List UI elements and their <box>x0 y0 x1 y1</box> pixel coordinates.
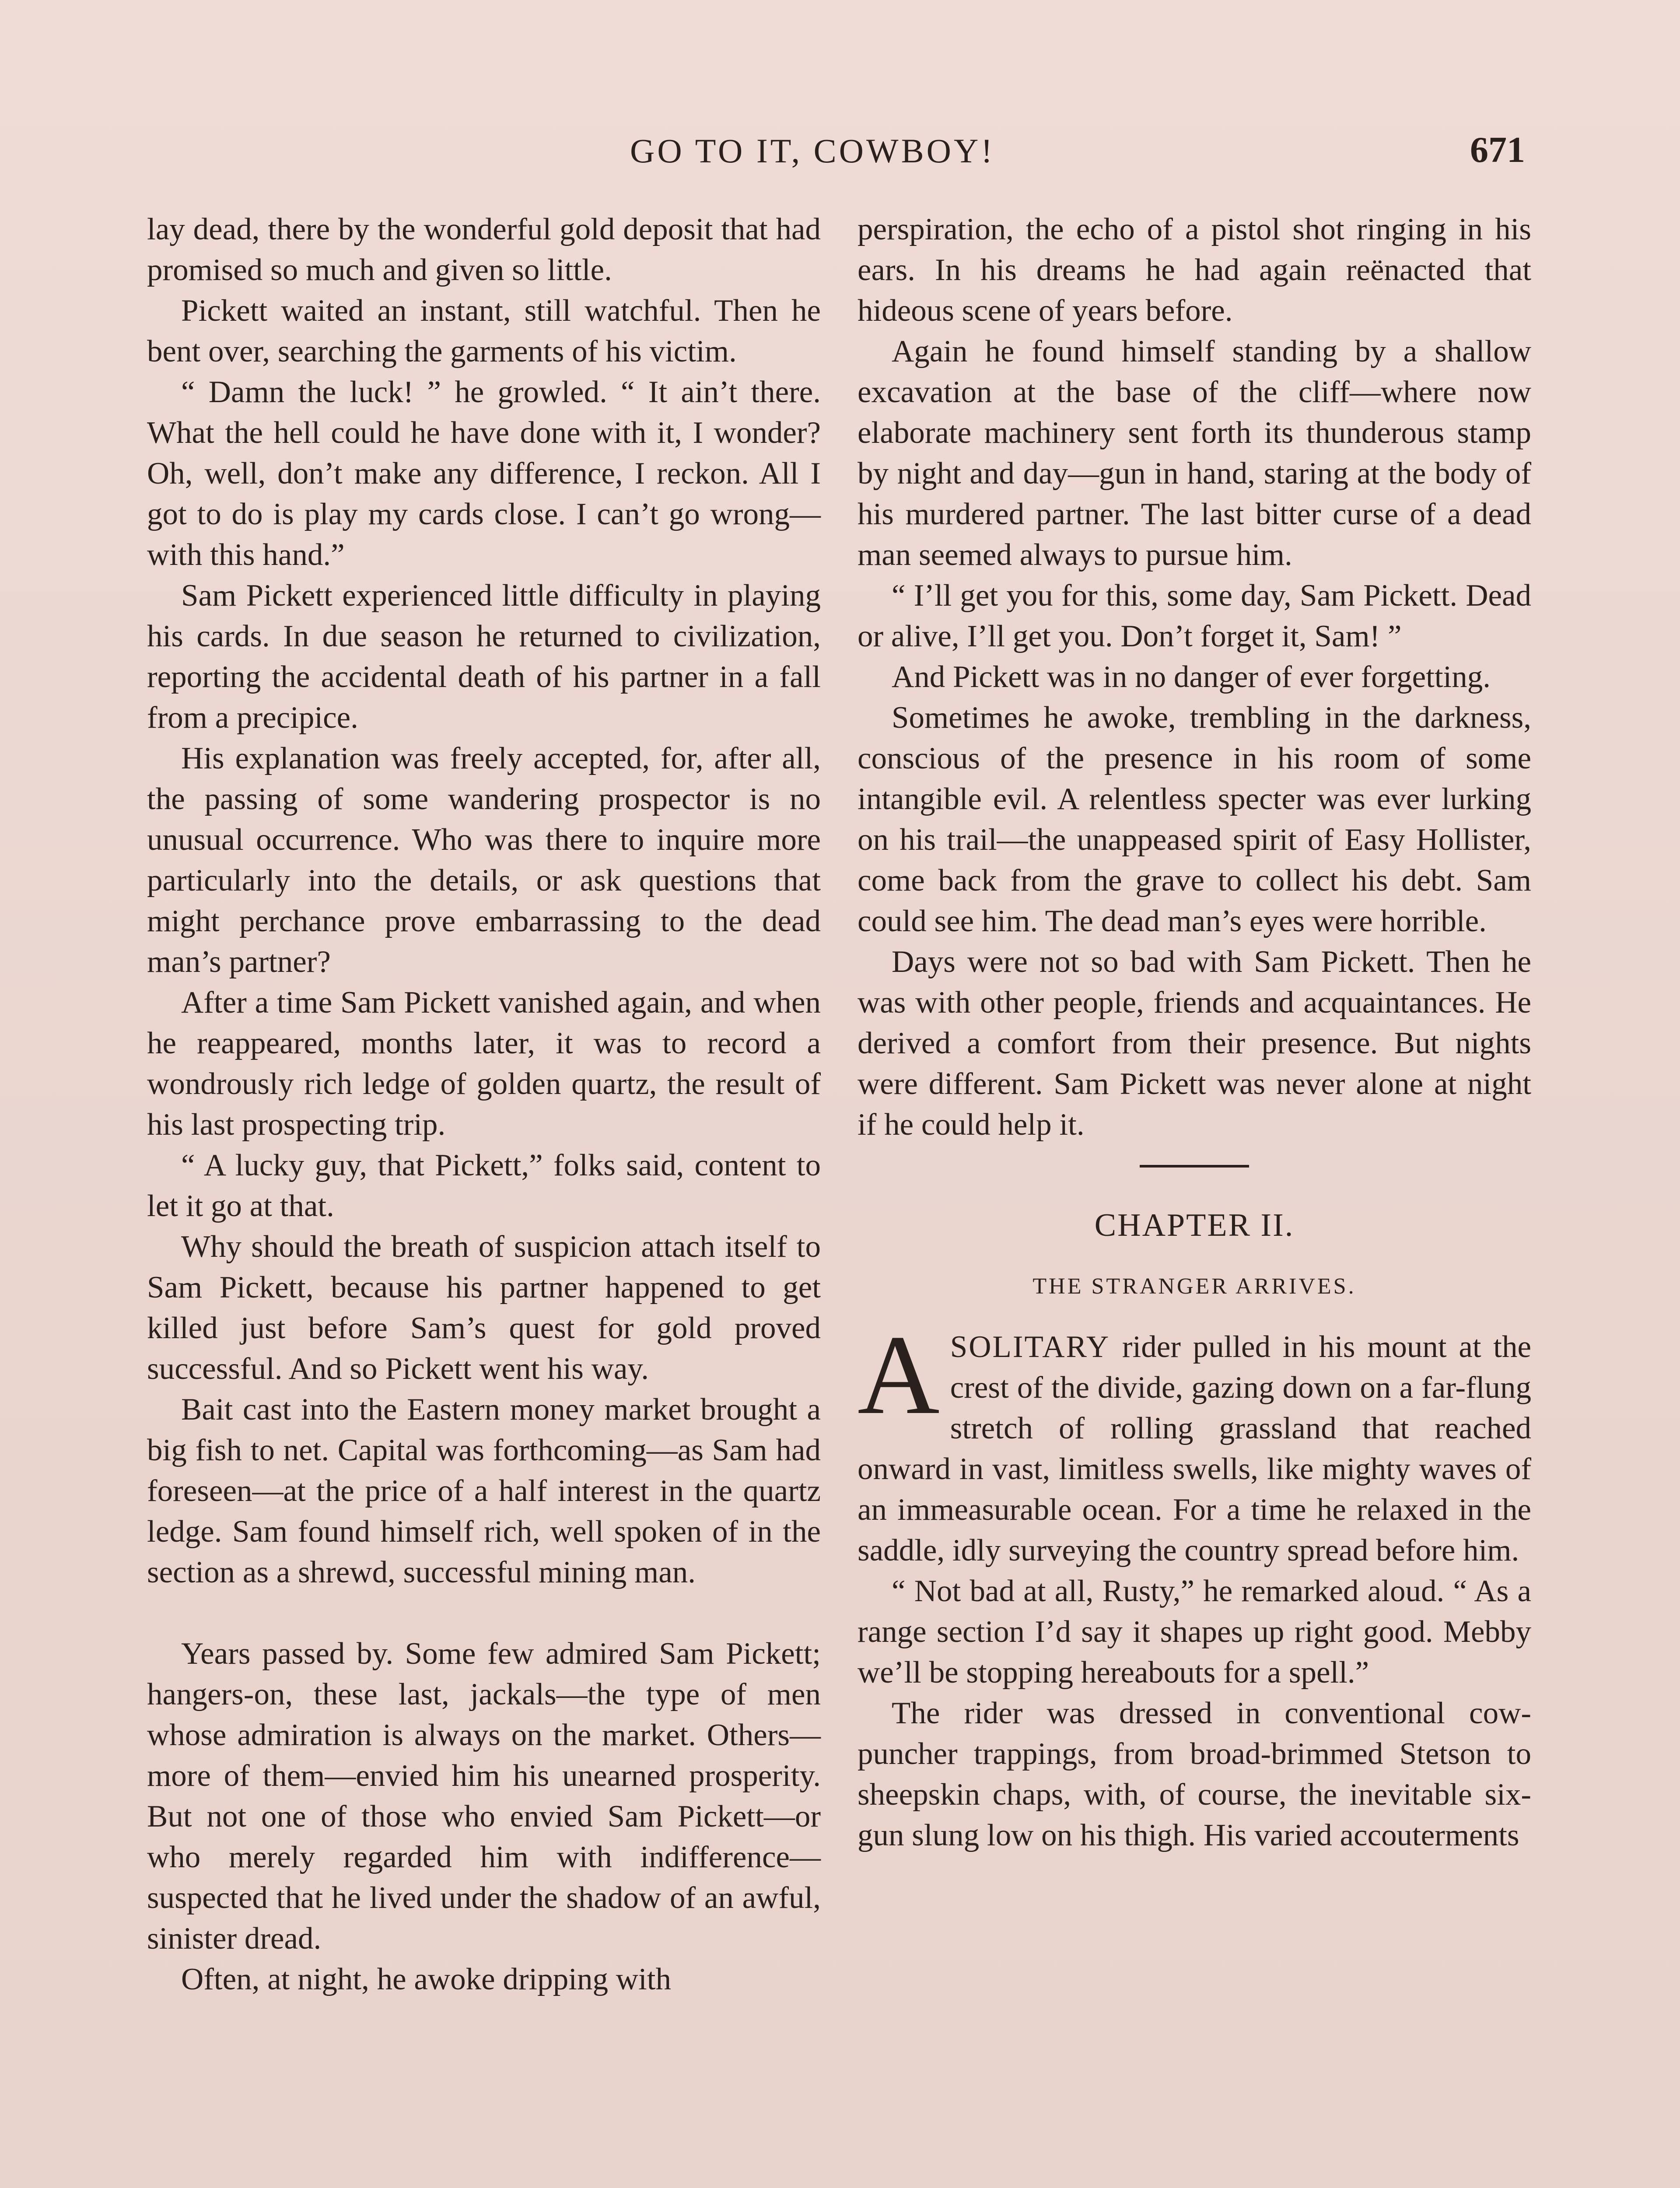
paragraph: Bait cast into the Eastern money market brought a big fish to net. Capital was forthcoming—as Sam had foreseen—at the price of a half interest in the quartz ledge. Sam found himself rich, well spoken of in the section as a shrewd, successful mining man. <box>147 1392 821 1589</box>
running-head <box>0 131 1680 179</box>
drop-cap: A <box>858 1312 940 1438</box>
right-column <box>858 209 1531 1856</box>
paragraph: Pickett waited an instant, still watchful. Then he bent over, searching the garments of his victim. <box>147 294 821 368</box>
opening-smallcaps: SOLITARY <box>950 1330 1110 1364</box>
page-number: 671 <box>1470 130 1525 170</box>
paragraph: lay dead, there by the wonderful gold deposit that had promised so much and given so little. <box>147 212 821 287</box>
paragraph: After a time Sam Pickett vanished again, and when he reappeared, months later, it was to record a wondrously rich ledge of golden quartz, the result of his last prospecting trip. <box>147 985 821 1142</box>
paragraph: Why should the breath of suspicion attach itself to Sam Pickett, because his partner happened to get killed just before Sam’s quest for gold proved successful. And so Pickett went his way. <box>147 1230 821 1386</box>
paragraph: “ A lucky guy, that Pickett,” folks said, content to let it go at that. <box>147 1148 821 1223</box>
section-divider <box>1140 1165 1249 1168</box>
chapter-title: CHAPTER II. <box>1094 1207 1295 1243</box>
paragraph: perspiration, the echo of a pistol shot ringing in his ears. In his dreams he had again reënacted that hideous scene of years before. <box>858 212 1531 328</box>
paragraph: Years passed by. Some few admired Sam Pickett; hangers-on, these last, jackals—the type of men whose admiration is always on the market. Others—more of them—envied him his unearned prosperity. But not one of those who envied Sam Pickett—or who merely regarded him with indifference—suspected that he lived under the shadow of an awful, sinister dread. <box>147 1637 821 1956</box>
paragraph: Sam Pickett experienced little difficulty in playing his cards. In due season he returned to civilization, reporting the accidental death of his partner in a fall from a precipice. <box>147 579 821 735</box>
paragraph: Again he found himself standing by a shallow excavation at the base of the cliff—where now elaborate machinery sent forth its thunderous stamp by night and day—gun in hand, staring at the body of his murdered partner. The last bitter curse of a dead man seemed always to pursue him. <box>858 334 1531 572</box>
left-column <box>147 209 821 2000</box>
opening-paragraph <box>858 1312 1531 1571</box>
paragraph: Days were not so bad with Sam Pickett. Then he was with other people, friends and acquaintances. He derived a comfort from their presence. But nights were different. Sam Pickett was never alone at night if he could help it. <box>858 945 1531 1142</box>
opening-text: rider pulled in his mount at the crest of the divide, gazing down on a far-flung stretch of rolling grassland that reached onward in vast, limitless swells, like mighty waves of an immeasurable ocean. For a time he relaxed in the saddle, idly surveying the country spread before him. <box>858 1330 1531 1567</box>
paragraph: Sometimes he awoke, trembling in the darkness, conscious of the presence in his room of some intangible evil. A relentless specter was ever lurking on his trail—the unappeased spirit of Easy Hollister, come back from the grave to collect his debt. Sam could see him. The dead man’s eyes were horrible. <box>858 701 1531 938</box>
paragraph: Often, at night, he awoke dripping with <box>181 1962 671 1996</box>
paragraph: His explanation was freely accepted, for, after all, the passing of some wandering prospector is no unusual occurrence. Who was there to inquire more particularly into the details, or ask questions that might perchance prove embarrassing to the dead man’s partner? <box>147 741 821 979</box>
paragraph: The rider was dressed in conventional cow-puncher trappings, from broad-brimmed Stetson to sheepskin chaps, with, of course, the inevitable six-gun slung low on his thigh. His varied accouterments <box>858 1696 1531 1852</box>
paragraph: And Pickett was in no danger of ever forgetting. <box>892 660 1491 694</box>
running-title: GO TO IT, COWBOY! <box>630 132 995 170</box>
chapter-subtitle: THE STRANGER ARRIVES. <box>1032 1274 1356 1299</box>
paragraph: “ Damn the luck! ” he growled. “ It ain’t there. What the hell could he have done with it, I wonder? Oh, well, don’t make any difference, I reckon. All I got to do is play my cards close. I can’t go wrong—with this hand.” <box>147 375 821 572</box>
paragraph: “ I’ll get you for this, some day, Sam Pickett. Dead or alive, I’ll get you. Don’t forget it, Sam! ” <box>858 579 1531 653</box>
paragraph: “ Not bad at all, Rusty,” he remarked aloud. “ As a range section I’d say it shapes up right good. Mebby we’ll be stopping hereabouts for a spell.” <box>858 1574 1531 1690</box>
